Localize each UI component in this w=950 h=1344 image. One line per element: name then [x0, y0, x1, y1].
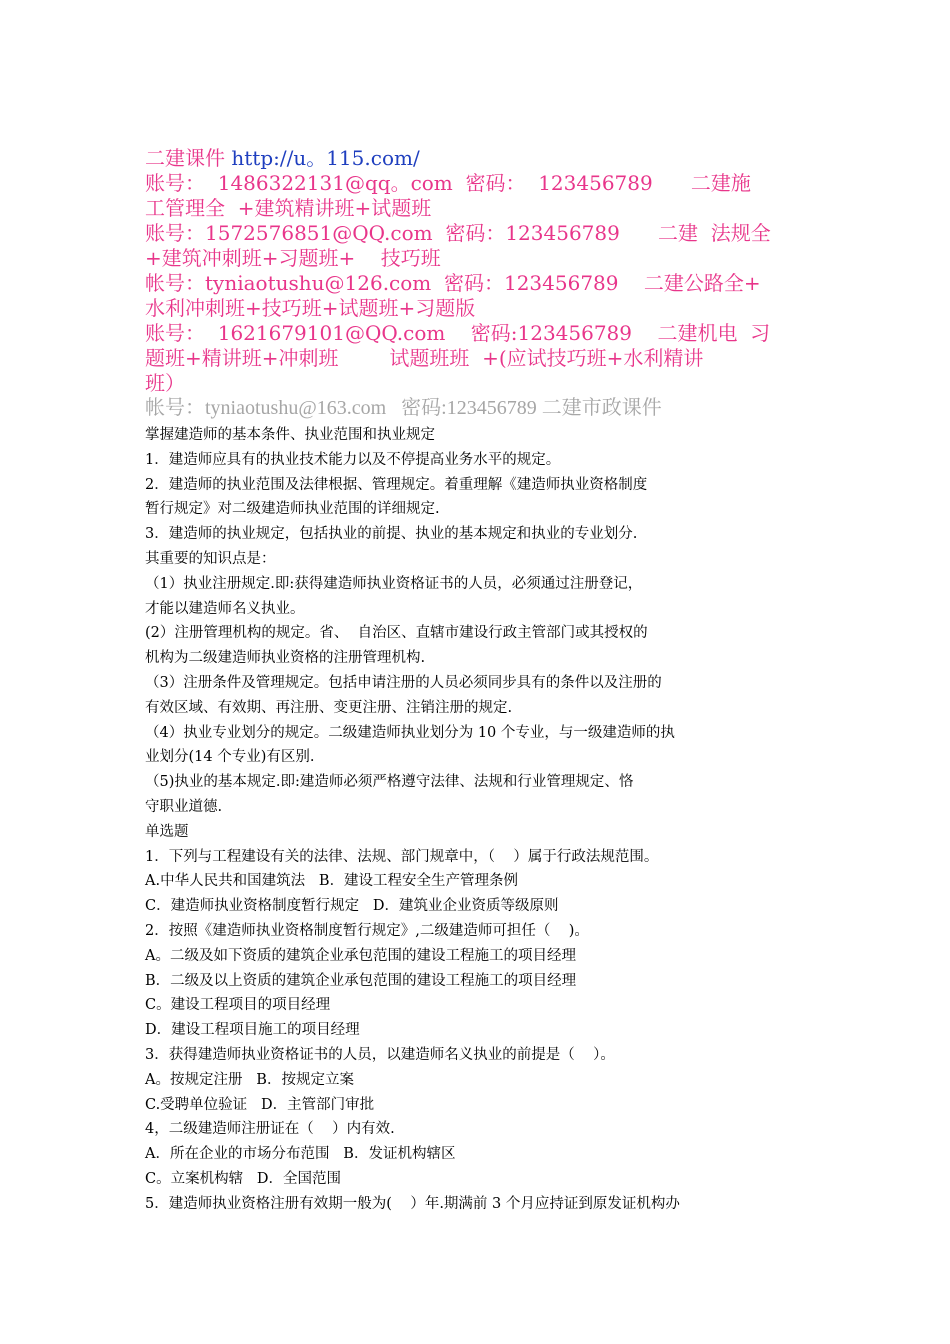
ad-line: 班） — [145, 371, 185, 395]
option-line: A.中华人民共和国建筑法 B．建设工程安全生产管理条例 — [145, 873, 519, 890]
text-line: (2）注册管理机构的规定。省、 自治区、直辖市建设行政主管部门或其授权的 — [145, 625, 648, 642]
option-line: A。按规定注册 B．按规定立案 — [145, 1071, 354, 1088]
account-info-block — [145, 146, 805, 421]
section-heading: 掌握建造师的基本条件、执业范围和执业规定 — [145, 427, 435, 443]
question-line: 3．获得建造师执业资格证书的人员，以建造师名义执业的前提是（ ）。 — [145, 1046, 615, 1063]
option-line: C.受聘单位验证 D．主管部门审批 — [145, 1096, 375, 1113]
ad-line: 帐号：tyniaotushu@126.com 密码：123456789 二建公路全+ — [145, 271, 761, 295]
text-line: 3．建造师的执业规定，包括执业的前提、执业的基本规定和执业的专业划分. — [145, 526, 638, 543]
question-line: 5．建造师执业资格注册有效期一般为( ）年.期满前 3 个月应持证到原发证机构办 — [145, 1195, 680, 1212]
question-line: 1．下列与工程建设有关的法律、法规、部门规章中，（ ）属于行政法规范围。 — [145, 848, 659, 865]
option-line: B．二级及以上资质的建筑企业承包范围的建设工程施工的项目经理 — [145, 972, 577, 989]
question-line: 2．按照《建造师执业资格制度暂行规定》,二级建造师可担任（ )。 — [145, 922, 589, 939]
ad-line-gray: 帐号：tyniaotushu@163.com 密码:123456789 二建市政课件 — [145, 397, 662, 419]
option-line: C。建设工程项目的项目经理 — [145, 997, 331, 1014]
option-line: D．建设工程项目施工的项目经理 — [145, 1022, 360, 1039]
ad-line: 题班+精讲班+冲刺班 试题班班 +(应试技巧班+水利精讲 — [145, 346, 704, 370]
text-line: （4）执业专业划分的规定。二级建造师执业划分为 10 个专业，与一级建造师的执 — [145, 724, 675, 741]
text-line: 其重要的知识点是： — [145, 550, 276, 567]
text-line: 机构为二级建造师执业资格的注册管理机构. — [145, 650, 426, 667]
text-line: 暂行规定》对二级建造师执业范围的详细规定. — [145, 501, 440, 518]
option-line: A。二级及如下资质的建筑企业承包范围的建设工程施工的项目经理 — [145, 947, 576, 964]
document-body — [145, 423, 785, 1217]
text-line: （5)执业的基本规定.即:建造师必须严格遵守法律、法规和行业管理规定、恪 — [145, 774, 634, 791]
question-line: 4，二级建造师注册证在（ ）内有效. — [145, 1121, 395, 1138]
text-line: 业划分(14 个专业)有区别. — [145, 749, 315, 766]
text-line: 1．建造师应具有的执业技术能力以及不停提高业务水平的规定。 — [145, 451, 561, 468]
text-line: 才能以建造师名义执业。 — [145, 600, 305, 617]
ad-line: 账号：1572576851@QQ.com 密码：123456789 二建 法规全 — [145, 221, 771, 245]
ad-line: 工管理全 +建筑精讲班+试题班 — [145, 196, 432, 220]
text-line: （1）执业注册规定.即:获得建造师执业资格证书的人员，必须通过注册登记， — [145, 575, 643, 592]
text-line: 2．建造师的执业范围及法律根据、管理规定。着重理解《建造师执业资格制度 — [145, 476, 648, 493]
section-heading: 单选题 — [145, 823, 189, 840]
text-line: 守职业道德. — [145, 798, 223, 815]
ad-line: 账号： 1621679101@QQ.com 密码:123456789 二建机电 习 — [145, 321, 771, 345]
option-line: C．建造师执业资格制度暂行规定 D．建筑业企业资质等级原则 — [145, 898, 559, 915]
courseware-url-link[interactable]: http://u。115.com/ — [231, 146, 420, 170]
ad-line: 水利冲刺班+技巧班+试题班+习题版 — [145, 296, 476, 320]
text-line: 有效区域、有效期、再注册、变更注册、注销注册的规定. — [145, 699, 513, 716]
ad-courseware-label: 二建课件 — [145, 146, 225, 170]
option-line: C。立案机构辖 D．全国范围 — [145, 1170, 342, 1187]
ad-line: 账号： 1486322131@qq。com 密码： 123456789 二建施 — [145, 171, 751, 195]
option-line: A．所在企业的市场分布范围 B．发证机构辖区 — [145, 1146, 456, 1163]
text-line: （3）注册条件及管理规定。包括申请注册的人员必须同步具有的条件以及注册的 — [145, 674, 662, 691]
ad-line-courseware-link — [145, 146, 805, 171]
ad-line: +建筑冲刺班+习题班+ 技巧班 — [145, 246, 441, 270]
